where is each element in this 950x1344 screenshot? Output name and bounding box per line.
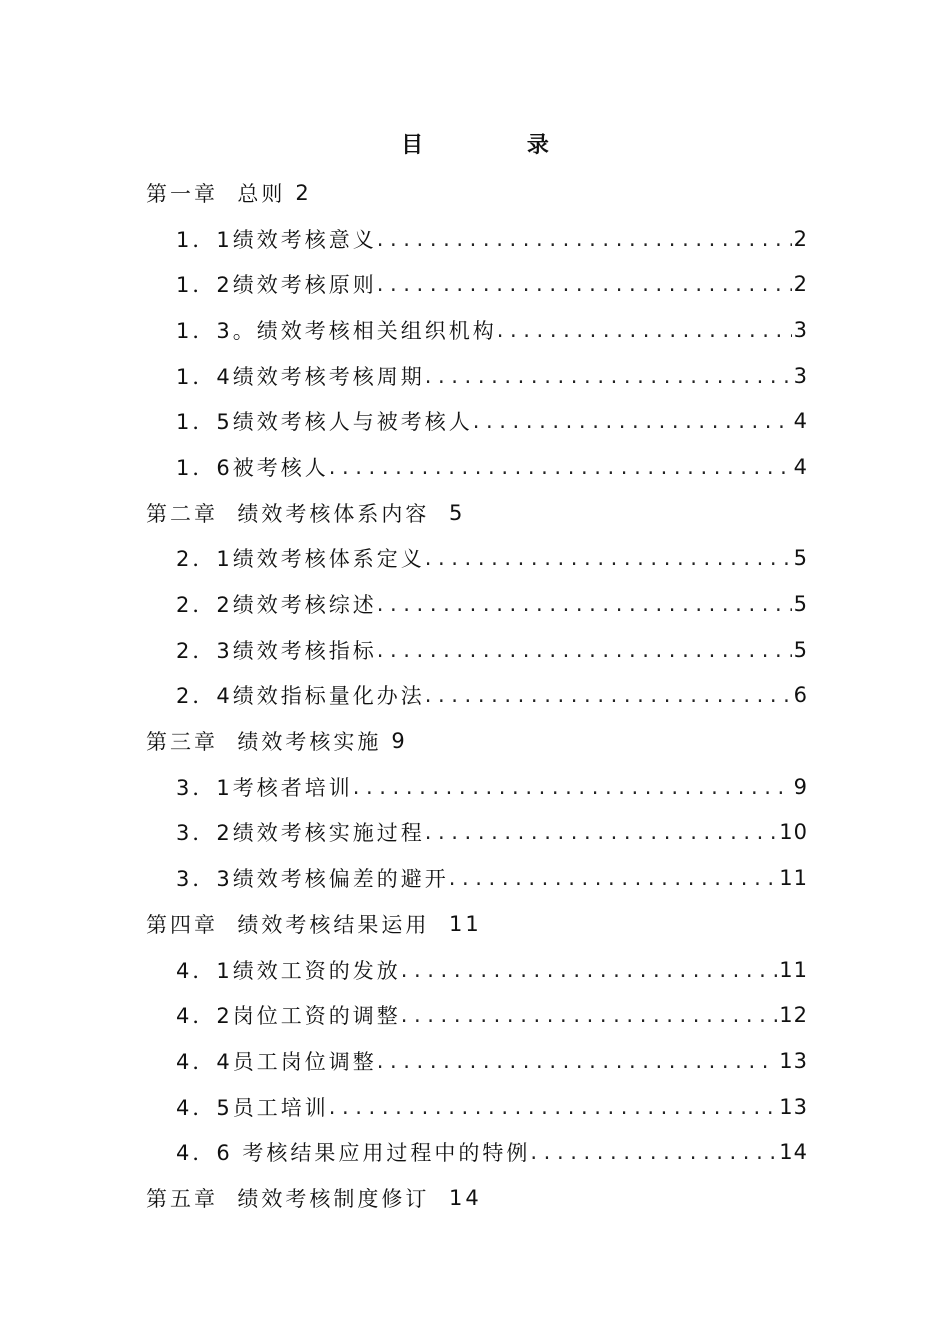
toc-section-row[interactable] (0, 627, 808, 673)
dot-leader (449, 866, 778, 890)
toc-title: 目 录 (401, 133, 597, 158)
toc-page-number: 5 (449, 500, 466, 525)
toc-page-number: 5 (793, 592, 808, 617)
toc-page-number: 14 (449, 1185, 482, 1210)
dot-leader (401, 958, 778, 982)
toc-section-label: 1．2绩效考核原则 (176, 273, 377, 298)
toc-section-label: 4．4员工岗位调整 (176, 1049, 377, 1074)
toc-page-number: 11 (449, 911, 482, 936)
toc-section-label: 1．1绩效考核意义 (176, 227, 377, 252)
toc-section-row[interactable] (0, 581, 808, 627)
toc-section-row[interactable] (0, 307, 808, 353)
toc-section-row[interactable] (0, 1084, 808, 1130)
toc-page-number: 9 (391, 729, 408, 754)
toc-section-row[interactable] (0, 855, 808, 901)
toc-page-number: 13 (779, 1048, 808, 1073)
dot-leader (401, 1003, 778, 1027)
toc-chapter-row[interactable] (0, 1175, 950, 1221)
dot-leader (377, 272, 792, 296)
toc-page-number: 2 (793, 226, 808, 251)
toc-page-number: 6 (793, 683, 808, 708)
toc-chapter-row[interactable] (0, 170, 950, 216)
toc-section-row[interactable] (0, 947, 808, 993)
toc-page-number: 2 (295, 180, 312, 205)
toc-page-number: 12 (779, 1003, 808, 1028)
toc-page-number: 14 (779, 1140, 808, 1165)
toc-section-row[interactable] (0, 398, 808, 444)
dot-leader (353, 775, 792, 799)
toc-section-label: 3．2绩效考核实施过程 (176, 821, 425, 846)
toc-section-label: 4．1绩效工资的发放 (176, 958, 401, 983)
toc-section-label: 1．3。绩效考核相关组织机构 (176, 318, 497, 343)
toc-section-label: 2．4绩效指标量化办法 (176, 684, 425, 709)
toc-section-label: 4．6 考核结果应用过程中的特例 (176, 1141, 531, 1166)
toc-section-label: 1．6被考核人 (176, 455, 329, 480)
toc-section-row[interactable] (0, 353, 808, 399)
toc-page-number: 4 (793, 409, 808, 434)
toc-section-row[interactable] (0, 1129, 808, 1175)
toc-chapter-row[interactable] (0, 901, 950, 947)
toc-section-row[interactable] (0, 810, 808, 856)
toc-section-label: 2．2绩效考核综述 (176, 593, 377, 618)
toc-section-label: 1．4绩效考核考核周期 (176, 364, 425, 389)
toc-chapter-label: 第二章 绩效考核体系内容 (146, 501, 440, 526)
dot-leader (530, 1140, 777, 1164)
toc-section-label: 3．3绩效考核偏差的避开 (176, 867, 449, 892)
dot-leader (377, 638, 792, 662)
toc-chapter-label: 第一章 总则 (146, 181, 286, 206)
dot-leader (377, 592, 792, 616)
dot-leader (329, 1095, 778, 1119)
toc-chapter-row[interactable] (0, 718, 950, 764)
toc-chapter-label: 第四章 绩效考核结果运用 (146, 912, 440, 937)
dot-leader (425, 364, 792, 388)
toc-section-row[interactable] (0, 673, 808, 719)
toc-page-number: 13 (779, 1094, 808, 1119)
toc-page-number: 5 (793, 637, 808, 662)
toc-chapter-row[interactable] (0, 490, 950, 536)
toc-section-row[interactable] (0, 216, 808, 262)
toc-section-row[interactable] (0, 444, 808, 490)
toc-section-row[interactable] (0, 536, 808, 582)
toc-page-number: 5 (793, 546, 808, 571)
toc-page-number: 3 (793, 363, 808, 388)
toc-list (0, 170, 950, 1221)
toc-chapter-label: 第五章 绩效考核制度修订 (146, 1186, 440, 1211)
toc-page-number: 2 (793, 272, 808, 297)
toc-section-row[interactable] (0, 764, 808, 810)
dot-leader (329, 455, 792, 479)
toc-section-label: 4．2岗位工资的调整 (176, 1004, 401, 1029)
dot-leader (425, 683, 792, 707)
toc-section-label: 1．5绩效考核人与被考核人 (176, 410, 473, 435)
dot-leader (497, 318, 792, 342)
toc-section-label: 3．1考核者培训 (176, 775, 353, 800)
toc-chapter-label: 第三章 绩效考核实施 (146, 730, 382, 755)
toc-section-row[interactable] (0, 1038, 808, 1084)
toc-page-number: 11 (779, 957, 808, 982)
toc-page-number: 9 (793, 774, 808, 799)
dot-leader (425, 546, 792, 570)
toc-section-row[interactable] (0, 992, 808, 1038)
toc-section-label: 2．3绩效考核指标 (176, 638, 377, 663)
toc-section-label: 4．5员工培训 (176, 1095, 329, 1120)
toc-page-number: 11 (779, 866, 808, 891)
dot-leader (473, 409, 792, 433)
toc-section-label: 2．1绩效考核体系定义 (176, 547, 425, 572)
toc-page-number: 4 (793, 454, 808, 479)
dot-leader (425, 820, 778, 844)
toc-page-number: 10 (779, 820, 808, 845)
dot-leader (377, 1049, 778, 1073)
toc-section-row[interactable] (0, 261, 808, 307)
dot-leader (377, 227, 792, 251)
toc-page-number: 3 (793, 317, 808, 342)
